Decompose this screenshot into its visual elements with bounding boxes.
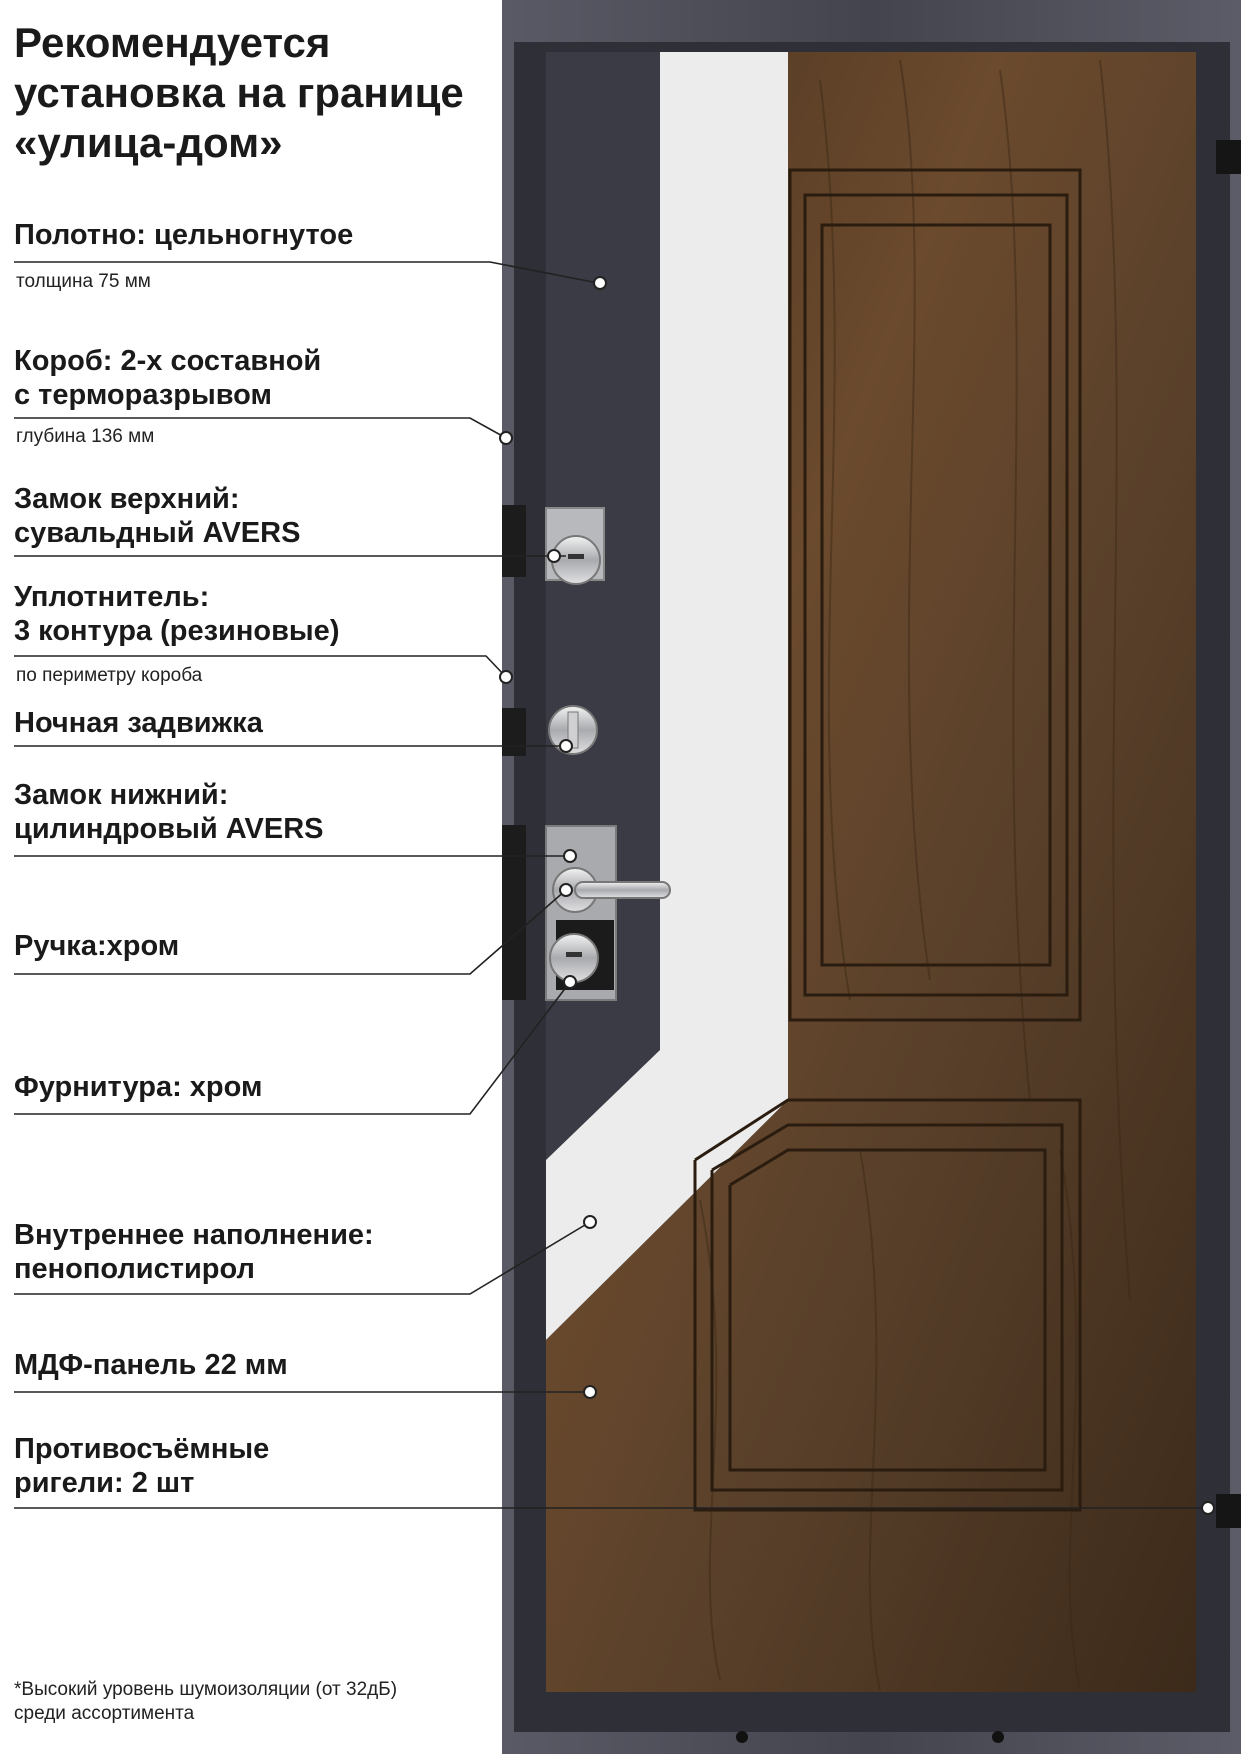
feature-title: Фурнитура: хром (14, 1071, 263, 1103)
anti-removal-bolt-bottom (1216, 1494, 1241, 1528)
feature-detail: глубина 136 мм (16, 426, 155, 447)
headline (14, 18, 494, 168)
feature-night-latch (14, 706, 263, 740)
feature-door-leaf (14, 218, 353, 252)
feature-title: ригели: 2 шт (14, 1467, 195, 1499)
feature-title: Противосъёмные (14, 1433, 270, 1465)
feature-title: Ручка:хром (14, 930, 180, 962)
footnote-line: *Высокий уровень шумоизоляции (от 32дБ) (14, 1679, 398, 1700)
feature-handle (14, 929, 179, 963)
feature-title: Замок верхний: (14, 483, 240, 515)
anti-removal-bolt-top (1216, 140, 1241, 174)
strike-upper (502, 505, 526, 577)
footnote (14, 1678, 484, 1726)
feature-seal (14, 580, 339, 648)
feature-hardware (14, 1070, 262, 1104)
feature-mdf-panel (14, 1348, 288, 1382)
feature-insulation (14, 1218, 374, 1286)
feature-title: МДФ-панель 22 мм (14, 1349, 288, 1381)
strike-lower (502, 825, 526, 1000)
lower-lock-cylinder (550, 934, 598, 982)
feature-detail: толщина 75 мм (16, 271, 151, 292)
feature-title: Полотно: цельногнутое (14, 219, 354, 251)
feature-title: 3 контура (резиновые) (14, 615, 340, 647)
headline-line: Рекомендуется (14, 19, 331, 66)
feature-title: пенополистирол (14, 1253, 255, 1285)
feature-title: цилиндровый AVERS (14, 813, 324, 845)
feature-frame (14, 344, 321, 412)
feature-title: Ночная задвижка (14, 707, 263, 739)
feature-title: с терморазрывом (14, 379, 272, 411)
feature-upper-lock (14, 482, 300, 550)
strike-night (502, 708, 526, 756)
headline-line: установка на границе (14, 69, 464, 116)
feature-title: Внутреннее наполнение: (14, 1219, 374, 1251)
feature-lower-lock (14, 778, 324, 846)
footnote-line: среди ассортимента (14, 1703, 195, 1724)
feature-title: Замок нижний: (14, 779, 229, 811)
door-handle (575, 882, 670, 898)
feature-title: Короб: 2-х составной (14, 345, 322, 377)
feature-anti-removal-bolts (14, 1432, 269, 1500)
feature-detail: по периметру короба (16, 665, 203, 686)
headline-line: «улица-дом» (14, 119, 283, 166)
feature-title: сувальдный AVERS (14, 517, 301, 549)
feature-title: Уплотнитель: (14, 581, 210, 613)
